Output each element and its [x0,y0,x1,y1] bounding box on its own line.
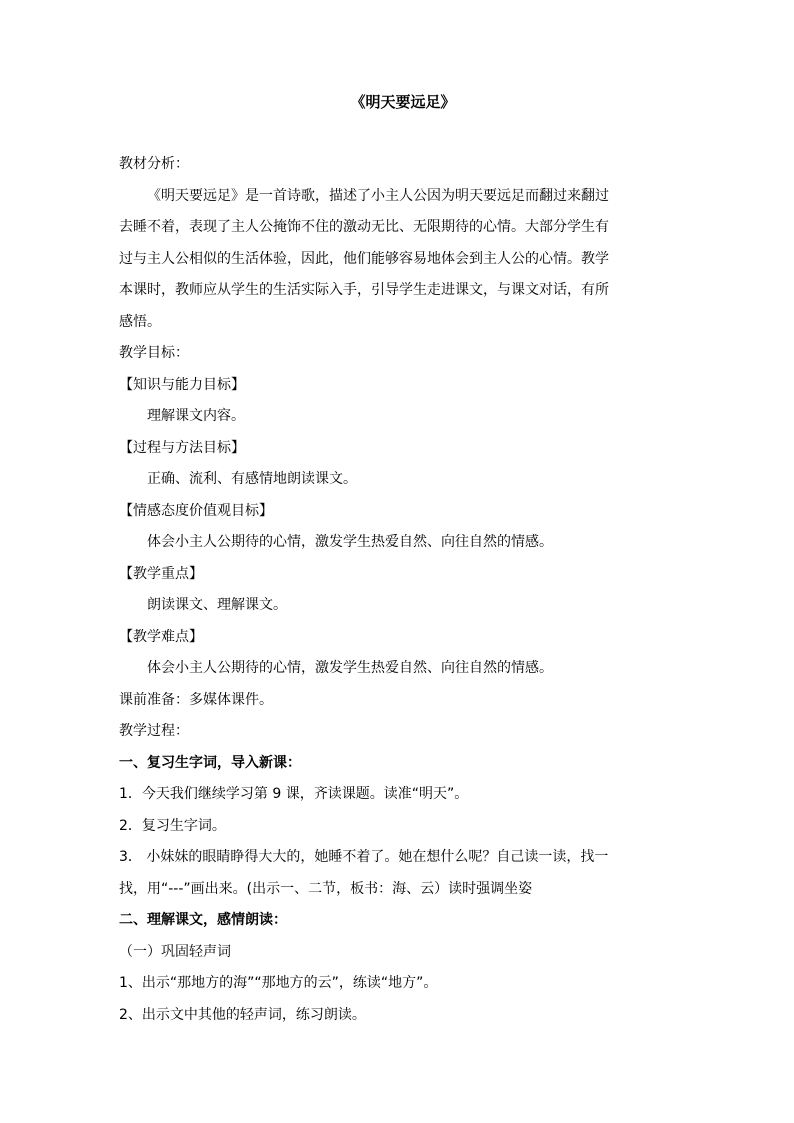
analysis-line-5: 感悟。 [119,313,161,330]
section2-item-2: 2、出示文中其他的轻声词，练习朗读。 [119,1006,366,1023]
analysis-line-1: 《明天要远足》是一首诗歌，描述了小主人公因为明天要远足而翻过来翻过 [147,187,609,204]
document-title: 《明天要远足》 [350,93,456,111]
section1-heading: 一、复习生字词，导入新课： [119,754,301,771]
analysis-line-4: 本课时，教师应从学生的生活实际入手，引导学生走进课文，与课文对话，有所 [119,282,609,298]
key-points-heading: 【教学重点】 [119,565,203,582]
section1-item-2: 2．复习生字词。 [119,817,226,834]
goals-heading: 教学目标： [119,345,189,361]
section2-item-1: 1、出示“那地方的海”“那地方的云”，练读“地方”。 [119,975,438,991]
analysis-line-2: 去睡不着，表现了主人公掩饰不住的激动无比、无限期待的心情。大部分学生有 [119,219,609,235]
goal-knowledge-text: 理解课文内容。 [147,408,245,424]
goal-emotion-heading: 【情感态度价值观目标】 [119,502,273,519]
section2-heading: 二、理解课文，感情朗读： [119,912,287,928]
section1-item-3-line-1: 3． 小妹妹的眼睛睁得大大的，她睡不着了。她在想什么呢？自己读一读，找一 [119,849,609,865]
goal-process-heading: 【过程与方法目标】 [119,439,245,456]
key-points-text: 朗读课文、理解课文。 [147,597,287,613]
preparation-text: 课前准备：多媒体课件。 [119,691,273,708]
analysis-line-3: 过与主人公相似的生活体验，因此，他们能够容易地体会到主人公的心情。教学 [119,250,609,267]
analysis-heading: 教材分析： [119,156,189,172]
document-content [119,92,679,1031]
goal-emotion-text: 体会小主人公期待的心情，激发学生热爱自然、向往自然的情感。 [147,534,553,550]
section1-item-1: 1．今天我们继续学习第 9 课，齐读课题。读准“明天”。 [119,786,469,802]
section1-item-3-line-2: 找，用“---”画出来。(出示一、二节，板书：海、云）读时强调坐姿 [119,880,533,897]
process-heading: 教学过程： [119,723,189,739]
difficulties-heading: 【教学难点】 [119,628,203,645]
section2-subheading: （一）巩固轻声词 [119,943,231,960]
goal-knowledge-heading: 【知识与能力目标】 [119,376,245,393]
difficulties-text: 体会小主人公期待的心情，激发学生热爱自然、向往自然的情感。 [147,660,553,676]
goal-process-text: 正确、流利、有感情地朗读课文。 [147,471,357,487]
